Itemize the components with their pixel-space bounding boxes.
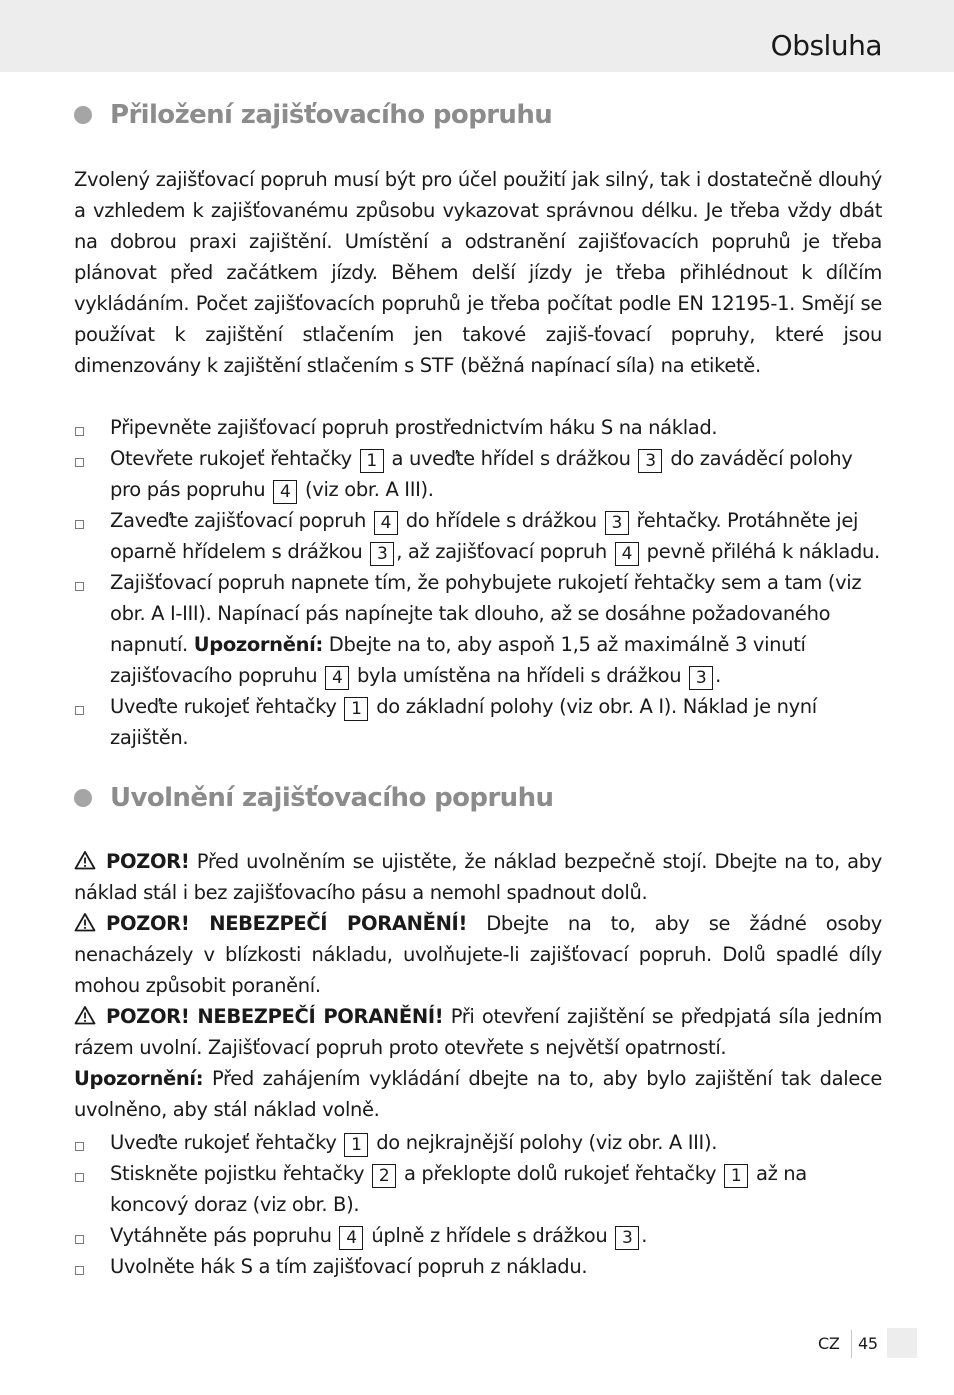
list-item: Zajišťovací popruh napnete tím, že pohybujete rukojetí řehtačky sem a tam (viz obr. A I-III). Napínací pás napínejte tak dlouho, až se dosáhne požadovaného napnutí. Upozornění: Dbejte na to, aby aspoň 1,5 až maximálně 3 vinutí zajišťovacího popruhu 4 byla umístěna na hřídeli s drážkou 3 . [74, 567, 882, 691]
footer-divider [851, 1330, 852, 1358]
warning-paragraph: POZOR! NEBEZPEČÍ PORANĚNÍ! Při otevření zajištění se předpjatá síla jedním rázem uvolní. Zajišťovací popruh proto otevřete s největší opatrností. [74, 1005, 882, 1059]
part-reference: 4 [325, 666, 349, 690]
note-label: Upozornění: [74, 1067, 204, 1090]
list-item: Uveďte rukojeť řehtačky 1 do základní polohy (viz obr. A I). Náklad je nyní zajištěn. [74, 691, 882, 753]
part-reference: 3 [638, 449, 662, 473]
checkbox-square-icon [75, 427, 84, 436]
part-reference: 1 [360, 449, 384, 473]
checkbox-square-icon [75, 1235, 84, 1244]
part-reference: 4 [615, 542, 639, 566]
part-reference: 3 [615, 1226, 639, 1250]
intro-text: Zvolený zajišťovací popruh musí být pro účel použití jak silný, tak i dostatečně dlouhý a vzhledem k zajišťovanému způsobu vykazovat správnou délku. Je třeba vždy dbát na dobrou praxi zajištění. Umístění a odstranění zajišťovacích popruhů je třeba plánovat před začátkem jízdy. Během delší jízdy je třeba přihlédnout k dílčím vykládáním. Počet zajišťovacích popruhů je třeba počítat podle EN 12195-1. Smějí se používat k zajištění stlačením jen takové zajiš-ťovací popruhy, které jsou dimenzovány k zajištění stlačením s STF (běžná napínací síla) na etiketě. [74, 168, 882, 377]
attach-steps [74, 412, 882, 753]
page-number: 45 [858, 1334, 878, 1353]
part-reference: 1 [724, 1164, 748, 1188]
bullet-dot-icon [74, 106, 92, 124]
warning-triangle-icon [74, 1005, 96, 1025]
warning-paragraph: POZOR! Před uvolněním se ujistěte, že náklad bezpečně stojí. Dbejte na to, aby náklad stál i bez zajišťovacího pásu a nemohl spadnout dolů. [74, 850, 882, 904]
part-reference: 1 [344, 1133, 368, 1157]
warning-label: POZOR! NEBEZPEČÍ PORANĚNÍ! [106, 912, 467, 935]
checkbox-square-icon [75, 1142, 84, 1151]
list-item: Uvolněte hák S a tím zajišťovací popruh z nákladu. [74, 1251, 882, 1282]
bullet-dot-icon [74, 789, 92, 807]
warning-paragraph: POZOR! NEBEZPEČÍ PORANĚNÍ! Dbejte na to, aby se žádné osoby nenacházely v blízkosti nákladu, uvolňujete-li zajišťovací popruh. Dolů spadlé díly mohou způsobit poranění. [74, 912, 882, 997]
warning-label: POZOR! [106, 850, 190, 873]
note-paragraph: Upozornění: Před zahájením vykládání dbejte na to, aby bylo zajištění tak dalece uvolněno, aby stál náklad volně. [74, 1067, 882, 1121]
checkbox-square-icon [75, 1266, 84, 1275]
note-label: Upozornění: [193, 633, 323, 656]
list-item: Uveďte rukojeť řehtačky 1 do nejkrajnější polohy (viz obr. A III). [74, 1127, 882, 1158]
section-heading-text: Uvolnění zajišťovacího popruhu [110, 783, 554, 813]
list-item: Zaveďte zajišťovací popruh 4 do hřídele s drážkou 3 řehtačky. Protáhněte jej oparně hřídelem s drážkou 3 , až zajišťovací popruh 4 pevně přiléhá k nákladu. [74, 505, 882, 567]
checkbox-square-icon [75, 1173, 84, 1182]
checkbox-square-icon [75, 706, 84, 715]
warning-label: POZOR! NEBEZPEČÍ PORANĚNÍ! [106, 1005, 444, 1028]
part-reference: 4 [374, 511, 398, 535]
release-steps [74, 1127, 882, 1282]
part-reference: 1 [344, 697, 368, 721]
list-item: Stiskněte pojistku řehtačky 2 a překlopte dolů rukojeť řehtačky 1 až na koncový doraz (viz obr. B). [74, 1158, 882, 1220]
intro-paragraph [74, 164, 882, 381]
checkbox-square-icon [75, 582, 84, 591]
checkbox-square-icon [75, 458, 84, 467]
page-tab-marker [887, 1328, 917, 1358]
part-reference: 4 [339, 1226, 363, 1250]
list-item: Vytáhněte pás popruhu 4 úplně z hřídele s drážkou 3 . [74, 1220, 882, 1251]
warning-triangle-icon [74, 850, 96, 870]
list-item: Připevněte zajišťovací popruh prostřednictvím háku S na náklad. [74, 412, 882, 443]
part-reference: 3 [605, 511, 629, 535]
warning-triangle-icon [74, 912, 96, 932]
part-reference: 2 [372, 1164, 396, 1188]
checkbox-square-icon [75, 520, 84, 529]
section-heading-text: Přiložení zajišťovacího popruhu [110, 100, 553, 130]
part-reference: 3 [370, 542, 394, 566]
warnings-block [74, 846, 882, 1125]
page-title: Obsluha [770, 29, 882, 62]
list-item: Otevřete rukojeť řehtačky 1 a uveďte hřídel s drážkou 3 do zaváděcí polohy pro pás popruhu 4 (viz obr. A III). [74, 443, 882, 505]
footer-language: CZ [818, 1334, 840, 1353]
part-reference: 4 [273, 480, 297, 504]
part-reference: 3 [689, 666, 713, 690]
